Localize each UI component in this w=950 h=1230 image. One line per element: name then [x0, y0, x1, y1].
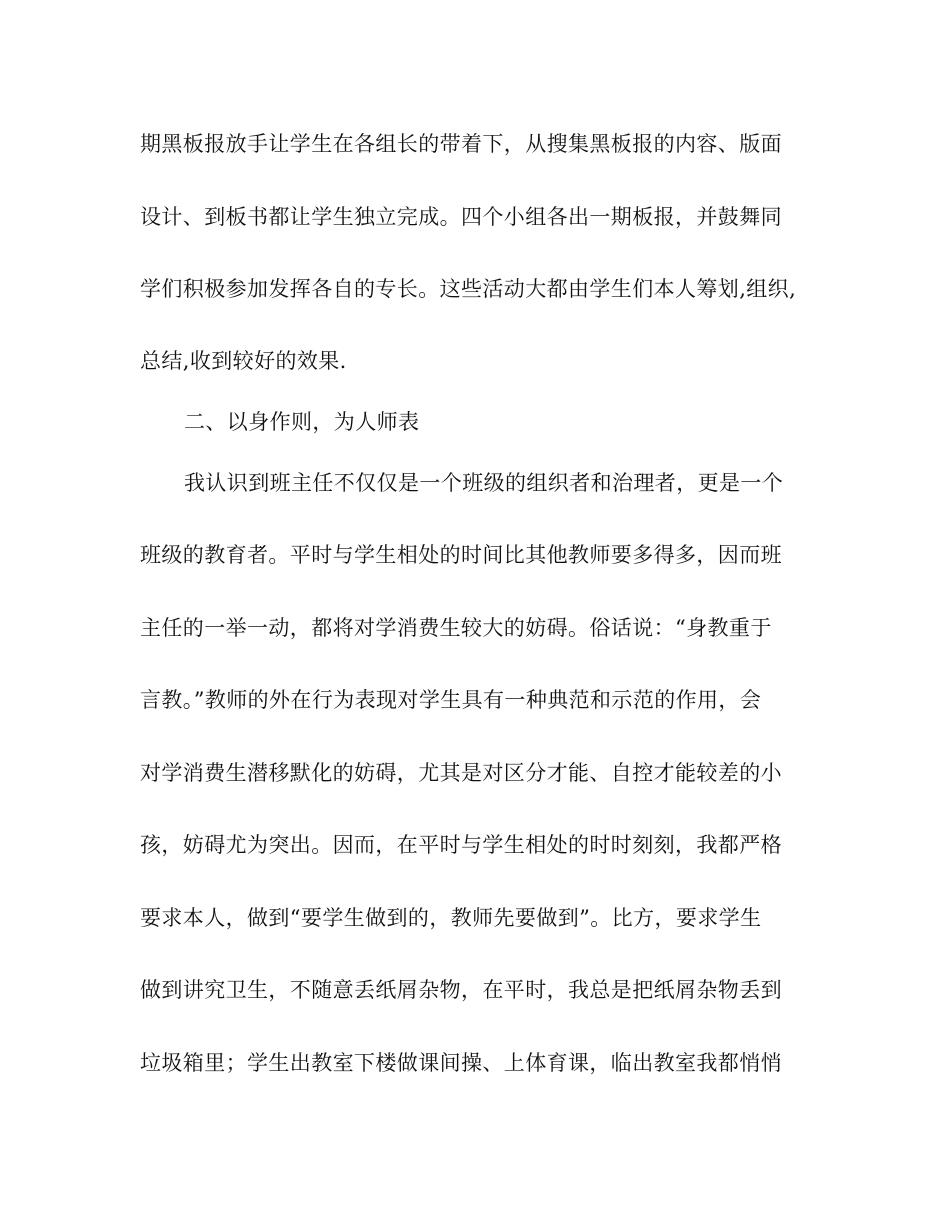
paragraph-line-7: 主任的一举一动，都将对学消费生较大的妨碍。俗话说：“身教重于 [140, 616, 772, 640]
paragraph-line-2: 设计、到板书都让学生独立完成。四个小组各出一期板报，并鼓舞同 [140, 205, 782, 229]
paragraph-line-13: 垃圾箱里；学生出教室下楼做课间操、上体育课，临出教室我都悄悄 [140, 1051, 782, 1075]
paragraph-line-9: 对学消费生潜移默化的妨碍，尤其是对区分才能、自控才能较差的小 [140, 761, 782, 785]
section-heading: 二、以身作则，为人师表 [184, 410, 420, 434]
paragraph-line-5: 我认识到班主任不仅仅是一个班级的组织者和治理者，更是一个 [184, 471, 784, 495]
paragraph-line-12: 做到讲究卫生，不随意丢纸屑杂物，在平时，我总是把纸屑杂物丢到 [140, 978, 782, 1002]
paragraph-line-6: 班级的教育者。平时与学生相处的时间比其他教师要多得多，因而班 [140, 543, 782, 567]
paragraph-line-10: 孩，妨碍尤为突出。因而，在平时与学生相处的时时刻刻，我都严格 [140, 833, 782, 857]
paragraph-line-4: 总结,收到较好的效果. [140, 349, 347, 373]
paragraph-line-1: 期黑板报放手让学生在各组长的带着下，从搜集黑板报的内容、版面 [140, 132, 782, 156]
paragraph-line-11: 要求本人，做到“要学生做到的，教师先要做到”。比方，要求学生 [140, 906, 762, 930]
paragraph-line-8: 言教。”教师的外在行为表现对学生具有一种典范和示范的作用，会 [140, 688, 762, 712]
paragraph-line-3: 学们积极参加发挥各自的专长。这些活动大都由学生们本人筹划,组织, [140, 277, 797, 301]
